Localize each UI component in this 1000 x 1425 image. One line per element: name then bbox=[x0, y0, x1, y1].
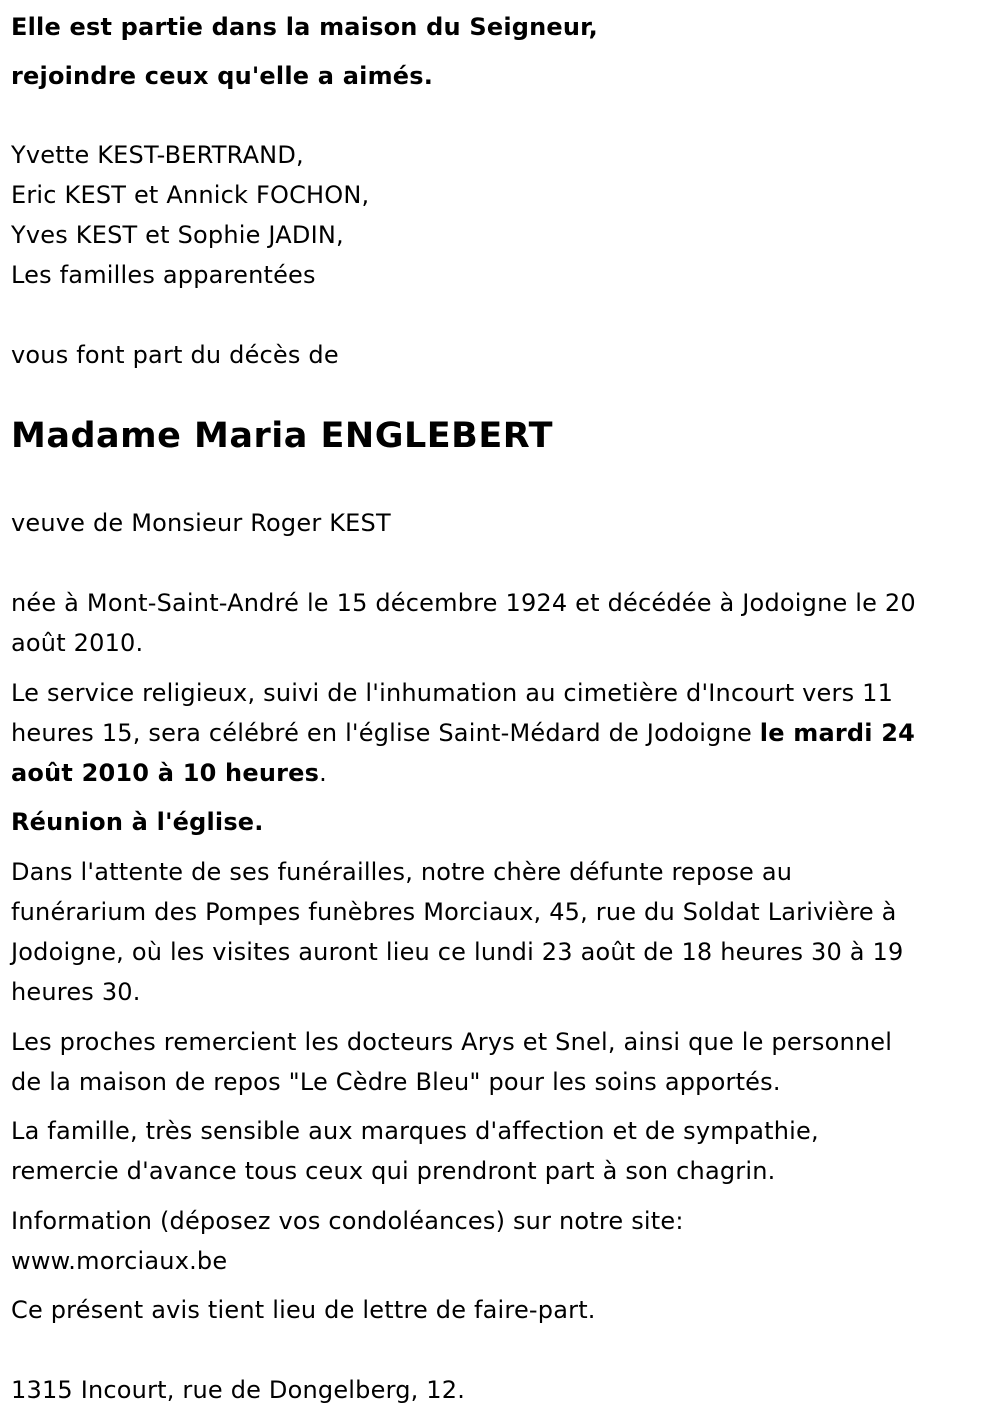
family-thanks-line-1: La famille, très sensible aux marques d'affection et de sympathie, bbox=[11, 1117, 819, 1145]
thanks-line-2: de la maison de repos "Le Cèdre Bleu" pour les soins apportés. bbox=[11, 1068, 781, 1096]
service-line-3-end: . bbox=[319, 759, 327, 787]
birth-death-line-1: née à Mont-Saint-André le 15 décembre 1924 et décédée à Jodoigne le 20 bbox=[11, 589, 916, 617]
family-member-2: Eric KEST et Annick FOCHON, bbox=[11, 181, 370, 209]
address: 1315 Incourt, rue de Dongelberg, 12. bbox=[11, 1376, 466, 1404]
meeting-note: Réunion à l'église. bbox=[11, 808, 264, 836]
service-time-bold: août 2010 à 10 heures bbox=[11, 759, 320, 787]
heading-line-1: Elle est partie dans la maison du Seigneur, bbox=[11, 13, 599, 41]
service-line-2 bbox=[11, 718, 915, 748]
heading-line-2: rejoindre ceux qu'elle a aimés. bbox=[11, 62, 434, 90]
service-date-bold: le mardi 24 bbox=[759, 719, 916, 747]
thanks-line-1: Les proches remercient les docteurs Arys et Snel, ainsi que le personnel bbox=[11, 1028, 893, 1056]
widow-of: veuve de Monsieur Roger KEST bbox=[11, 509, 391, 537]
notice-text: Ce présent avis tient lieu de lettre de faire-part. bbox=[11, 1296, 596, 1324]
family-member-4: Les familles apparentées bbox=[11, 261, 316, 289]
family-thanks-line-2: remercie d'avance tous ceux qui prendront part à son chagrin. bbox=[11, 1157, 776, 1185]
family-member-3: Yves KEST et Sophie JADIN, bbox=[11, 221, 344, 249]
funerarium-line-3: Jodoigne, où les visites auront lieu ce lundi 23 août de 18 heures 30 à 19 bbox=[11, 938, 904, 966]
funerarium-line-4: heures 30. bbox=[11, 978, 141, 1006]
service-line-1: Le service religieux, suivi de l'inhumation au cimetière d'Incourt vers 11 bbox=[11, 679, 894, 707]
deceased-name: Madame Maria ENGLEBERT bbox=[11, 416, 553, 456]
birth-death-line-2: août 2010. bbox=[11, 629, 144, 657]
family-member-1: Yvette KEST-BERTRAND, bbox=[11, 141, 304, 169]
website-link[interactable]: www.morciaux.be bbox=[11, 1247, 228, 1275]
funerarium-line-2: funérarium des Pompes funèbres Morciaux, 45, rue du Soldat Larivière à bbox=[11, 898, 897, 926]
service-line-3 bbox=[11, 758, 327, 788]
funerarium-line-1: Dans l'attente de ses funérailles, notre chère défunte repose au bbox=[11, 858, 793, 886]
announcement: vous font part du décès de bbox=[11, 341, 339, 369]
website-link-line bbox=[11, 1246, 227, 1276]
info-text: Information (déposez vos condoléances) sur notre site: bbox=[11, 1207, 684, 1235]
service-line-2-text: heures 15, sera célébré en l'église Saint-Médard de Jodoigne bbox=[11, 719, 760, 747]
